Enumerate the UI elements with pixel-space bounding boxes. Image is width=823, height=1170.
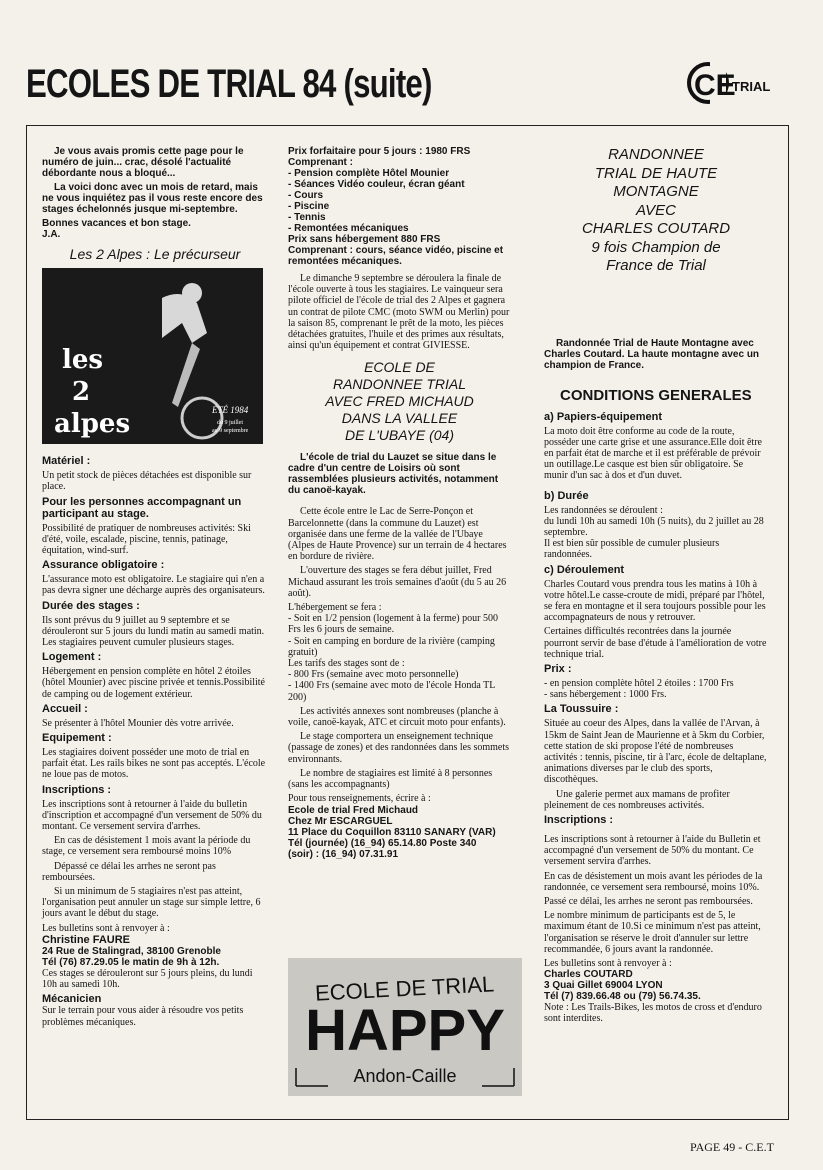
equipement-heading: Equipement :: [42, 732, 112, 745]
equipement-text: Les stagiaires doivent posséder une moto de trial en parfait état. Les rails bikes ne sont pas acceptés. L'école ne loue pas de motos.: [42, 747, 266, 781]
materiel-text: Un petit stock de pièces détachées est disponible sur place.: [42, 470, 252, 493]
toussuire-text: Située au coeur des Alpes, dans la vallée de l'Arvan, à 15km de Saint Jean de Maurienne et à 5km du Corbier, cette station de ski propose l'été de nombreuses activités : tennis, piscine, tir à l'arc, école de deltaplane, animations diverses par le club des sports, discothèques.: [544, 718, 767, 786]
deroulement-text-2: Certaines difficultés recontrées dans la journée pourront servir de base d'étude à l'amélioration de votre technique trial.: [544, 626, 767, 660]
duree-rando-heading: b) Durée: [544, 489, 589, 502]
lauzet-text-3: L'hébergement se fera : - Soit en 1/2 pension (logement à la ferme) pour 500 Frs les 6 jours de semaine. - Soit en camping en bordure de la rivière (camping gratuit) Les tarifs des stages sont de : - 800 Frs (semaine avec moto personnelle) - 1400 Frs (semaine avec moto de l'école Honda TL 200): [288, 602, 498, 703]
logement-heading: Logement :: [42, 651, 102, 664]
contact-name: Christine FAURE: [42, 933, 131, 946]
inscriptions-text-2: En cas de désistement 1 mois avant la période du stage, ce versement sera remboursé moins 10%: [42, 835, 251, 858]
accompagnant-heading: Pour les personnes accompagnant un participant au stage.: [42, 495, 242, 520]
inscriptions-rando-text-2: En cas de désistement un mois avant les périodes de la randonnée, ce versement sera remboursé, moins 10%.: [544, 870, 763, 893]
duree-heading: Durée des stages :: [42, 599, 140, 612]
lauzet-contact: Ecole de trial Fred Michaud Chez Mr ESCARGUEL 11 Place du Coquillon 83110 SANARY (VAR) Tél (journée) (16_94) 65.14.80 Poste 340 (soir) : (16_94) 07.31.91: [288, 804, 496, 860]
prix-rando-text: - en pension complète hôtel 2 étoiles : 1700 Frs - sans hébergement : 1000 Frs.: [544, 677, 734, 701]
inscriptions-heading: Inscriptions :: [42, 783, 112, 796]
photo-ete: ÉTÉ 1984: [212, 405, 249, 415]
ecole-ubaye-title: ECOLE DE RANDONNEE TRIAL AVEC FRED MICHAUD DANS LA VALLEE DE L'UBAYE (04): [325, 359, 474, 444]
photo-title-line3: alpes: [54, 409, 131, 439]
intro-text: Je vous avais promis cette page pour le numéro de juin... crac, désolé l'actualité débordante nous a bloqué...: [42, 146, 244, 179]
mecanicien-text: Sur le terrain pour vous aider à résoudre vos petits problèmes mécaniques.: [42, 1005, 244, 1028]
note-text: Note : Les Trails-Bikes, les motos de cross et d'enduro sont interdites.: [544, 1002, 762, 1025]
mecanicien-heading: Mécanicien: [42, 993, 102, 1006]
finale-text: Le dimanche 9 septembre se déroulera la finale de l'école ouverte à tous les stagiaires. Le vainqueur sera pilote officiel de l'école de trial des 2 Alpes et gagnera un contrat de pilote CMC (moto SWM ou Merlin) pour la saison 85, comprenant le prêt de la moto, les pièces détachées gratuites, l'huile et des primes aux résultats, ainsi qu'un équipement et contrat GIVIESSE.: [288, 273, 510, 352]
lauzet-text-1: Cette école entre le Lac de Serre-Ponçon et Barcelonnette (dans la commune du Lauzet) est organisée dans une ferme de la vallée de l'Ubaye (Alpes de Haute Provence) sur un terrain de 4 hectares en bordure de rivière.: [288, 506, 507, 563]
conditions-heading: CONDITIONS GENERALES: [560, 386, 752, 404]
section-title-2alpes: Les 2 Alpes : Le précurseur: [69, 246, 241, 262]
duree-rando-text: Les randonnées se déroulent : du lundi 10h au samedi 10h (5 nuits), du 2 juillet au 28 septembre. Il est bien sûr possible de cumuler plusieurs randonnées.: [544, 504, 764, 561]
lauzet-intro: L'école de trial du Lauzet se situe dans le cadre d'un centre de Loisirs où sont rassemblées plusieurs activités, notamment du canoë-kayak.: [288, 452, 499, 497]
page-footer: PAGE 49 - C.E.T: [690, 1140, 774, 1154]
inscriptions-text-4: Si un minimum de 5 stagiaires n'est pas atteint, l'organisation peut annuler un stage sur simple lettre, 6 jours avant le début du stage.: [42, 886, 261, 920]
prix-forfaitaire: Prix forfaitaire pour 5 jours : 1980 FRS Comprenant : - Pension complète Hôtel Mounier - Séances Vidéo couleur, écran géant - Cours - Piscine - Tennis - Remontées mécaniques Prix sans hébergement 880 FRS Comprenant : cours, séance vidéo, piscine et remontées mécaniques.: [288, 146, 504, 267]
lauzet-text-7: Pour tous renseignements, écrire à :: [288, 793, 431, 805]
inscriptions-text-5: Les bulletins sont à renvoyer à :: [42, 922, 170, 934]
inscriptions-rando-text-1: Les inscriptions sont à retourner à l'aide du Bulletin et accompagné d'un versement de 50% du montant. Ce versement servira d'arrhes.: [544, 833, 761, 868]
toussuire-text-2: Une galerie permet aux mamans de profiter pleinement de ces nombreuses activités.: [544, 788, 730, 811]
assurance-heading: Assurance obligatoire :: [42, 559, 165, 572]
randonnee-title: RANDONNEE TRIAL DE HAUTE MONTAGNE AVEC CHARLES COUTARD 9 fois Champion de France de Trial: [581, 146, 731, 274]
logo-letters: CE: [694, 69, 736, 102]
deroulement-text-1: Charles Coutard vous prendra tous les matins à 10h à votre hôtel.Le casse-croute de midi, préparé par l'hôtel, se fera en montagne et il sera toujours possible pour les accompagnateurs de nous y retrouver.: [544, 578, 766, 624]
inscriptions-rando-text-4: Le nombre minimum de participants est de 5, le maximum étant de 10.Si ce minimum n'est pas atteint, l'organisation se réserve le droit d'annuler sur lettre recommandée, 6 jours avant la randonnée.: [544, 910, 761, 955]
papiers-text: La moto doit être conforme au code de la route, posséder une carte grise et une assurance.Elle doit être en parfait état de marche et il est préférable de prévoir un outillage.Le casque est bien sûr obligatoire. Se munir d'un sac à dos et d'un duvet.: [544, 425, 762, 482]
inscriptions-rando-text-5: Les bulletins sont à renvoyer à :: [544, 958, 672, 970]
accompagnant-text: Possibilité de pratiquer de nombreuses activités: Ski d'été, voile, escalade, piscine, tennis, patinage, équitation, wind-surf.: [42, 522, 251, 557]
materiel-heading: Matériel :: [42, 455, 91, 468]
contact-phone: Tél (76) 87.29.05 le matin de 9h à 12h.: [42, 956, 220, 968]
intro-text-2: La voici donc avec un mois de retard, mais ne vous inquiétez pas il vous reste encore des stages échelonnés jusque mi-septembre.: [42, 182, 263, 215]
intro-text-3: Bonnes vacances et bon stage.: [42, 218, 191, 229]
happy-bottom-text: Andon-Caille: [353, 1066, 457, 1086]
randonnee-intro: Randonnée Trial de Haute Montagne avec Charles Coutard. La haute montagne avec un champion de France.: [544, 337, 760, 371]
photo-dates1: du 9 juillet: [217, 420, 243, 426]
photo-title-line1: les: [62, 345, 104, 375]
column-middle: [288, 146, 511, 863]
column-left: [42, 146, 268, 1031]
toussuire-heading: La Toussuire :: [544, 703, 619, 716]
cet-trial-logo: [686, 55, 786, 115]
accueil-heading: Accueil :: [42, 702, 88, 715]
photo-dates2: au 9 septembre: [212, 428, 249, 434]
page-title: ECOLES DE TRIAL 84 (suite): [26, 62, 432, 106]
papiers-heading: a) Papiers-équipement: [544, 410, 662, 423]
lauzet-text-5: Le stage comportera un enseignement technique (passage de zones) et des randonnées dans les sommets environnants.: [288, 731, 510, 765]
logo-word: TRIAL: [732, 79, 771, 94]
happy-top-text: ECOLE DE TRIAL: [314, 971, 495, 1006]
inscriptions-text-3: Dépassé ce délai les arrhes ne seront pas remboursées.: [42, 860, 216, 883]
column-right: [544, 146, 768, 1028]
lauzet-text-2: L'ouverture des stages se fera début juillet, Fred Michaud assurant les trois semaines d'août (du 5 au 26 août).: [288, 565, 507, 599]
inscriptions-text-1: Les inscriptions sont à retourner à l'aide du bulletin d'inscription et accompagné d'un versement de 50% du montant. Ce versement servira d'arrhes.: [42, 798, 262, 833]
accueil-text: Se présenter à l'hôtel Mounier dès votre arrivée.: [42, 717, 234, 729]
inscriptions-rando-heading: Inscriptions :: [544, 813, 614, 826]
photo-title-line2: 2: [72, 377, 91, 407]
coutard-contact: Charles COUTARD 3 Quai Gillet 69004 LYON Tél (7) 839.66.48 ou (79) 56.74.35.: [544, 969, 701, 1003]
lauzet-text-6: Le nombre de stagiaires est limité à 8 personnes (sans les accompagnants): [288, 767, 493, 791]
signature: J.A.: [42, 229, 61, 240]
assurance-text: L'assurance moto est obligatoire. Le stagiaire qui n'en a pas devra signer une décharge auprès des organisateurs.: [42, 574, 265, 597]
deroulement-heading: c) Déroulement: [544, 563, 625, 576]
contact-address: 24 Rue de Stalingrad, 38100 Grenoble: [42, 945, 221, 957]
happy-trial-advert: [288, 958, 522, 1096]
duree-text: Ils sont prévus du 9 juillet au 9 septembre et se dérouleront sur 5 jours du lundi matin au samedi matin. Les stagiaires peuvent cumuler plusieurs stages.: [42, 614, 265, 649]
prix-rando-heading: Prix :: [544, 662, 572, 675]
inscriptions-rando-text-3: Passé ce délai, les arrhes ne seront pas remboursées.: [544, 896, 753, 907]
lauzet-text-4: Les activités annexes sont nombreuses (planche à voile, canoë-kayak, ATC et circuit moto pour enfants).: [288, 705, 506, 729]
contact-note: Ces stages se dérouleront sur 5 jours pleins, du lundi 10h au samedi 10h.: [42, 967, 253, 991]
logement-text: Hébergement en pension complète en hôtel 2 étoiles (hôtel Mounier) avec piscine privée et tennis.Possibilité de camping ou de logement extérieur.: [42, 666, 265, 700]
happy-main-text: HAPPY: [305, 998, 505, 1063]
les-2-alpes-photo: [42, 268, 263, 444]
